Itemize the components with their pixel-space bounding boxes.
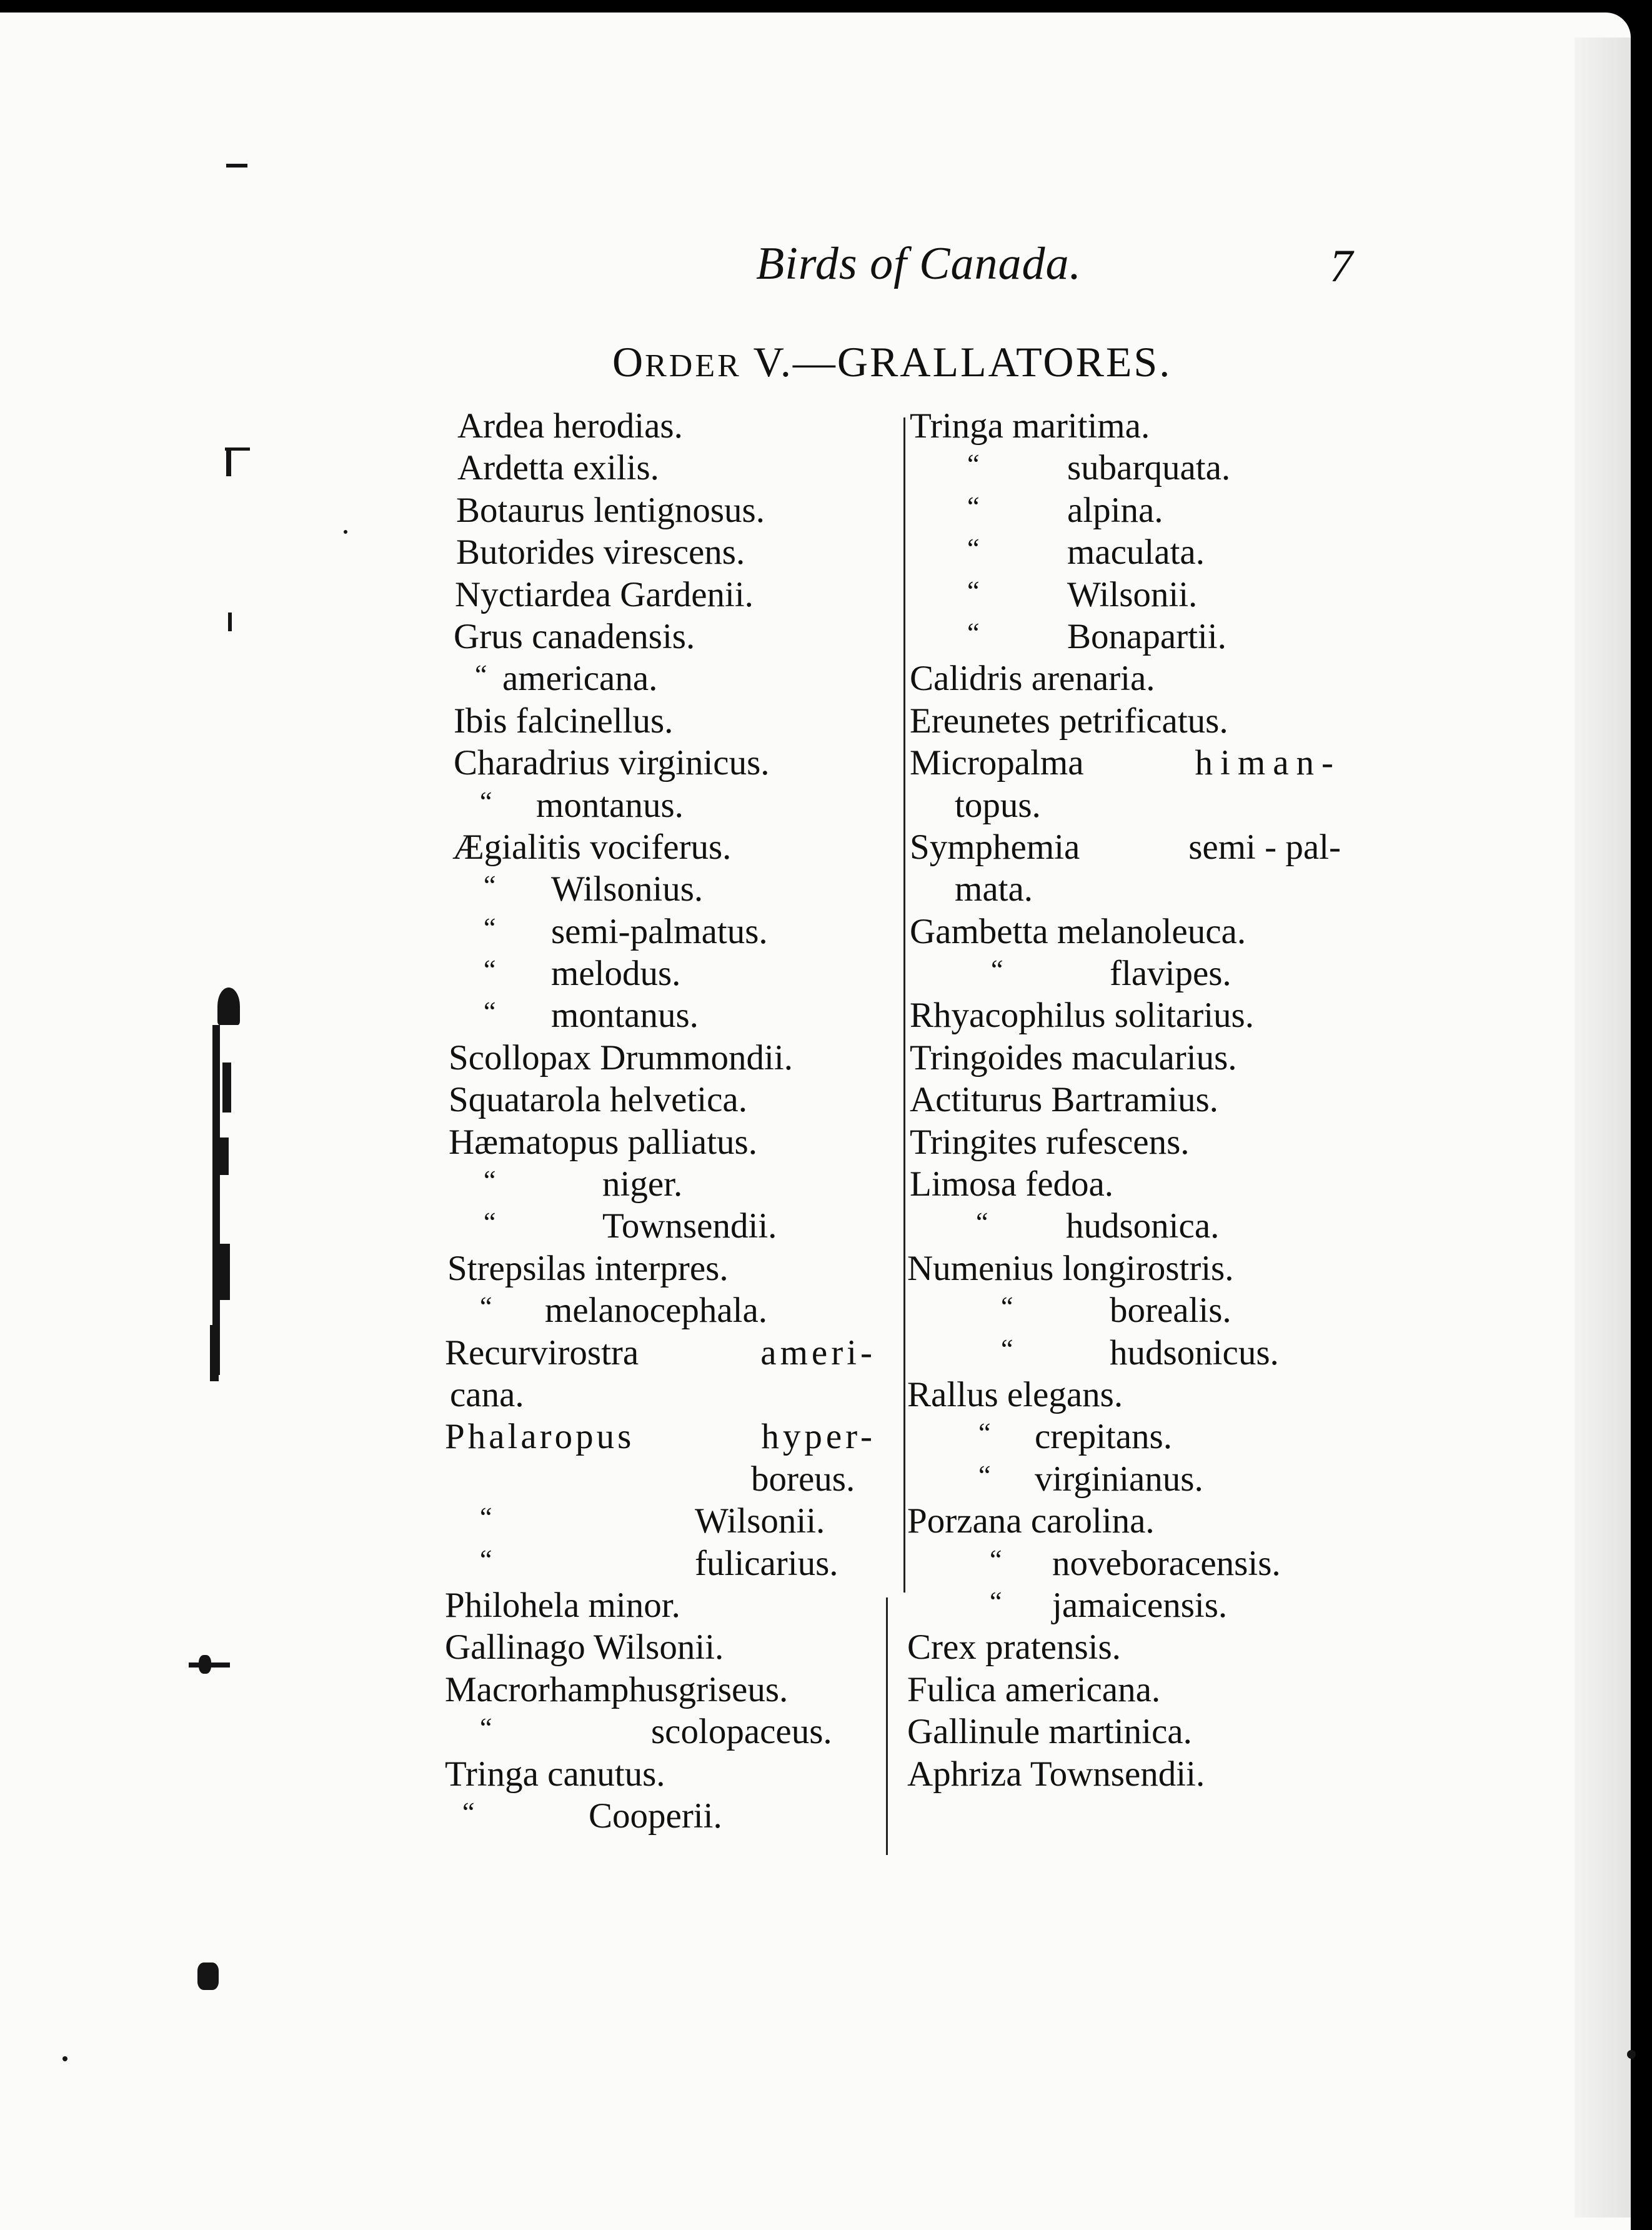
species-entry bbox=[445, 868, 901, 910]
species-name: Tringa canutus. bbox=[445, 1754, 665, 1794]
ditto-mark: “ bbox=[1001, 1291, 1013, 1322]
species-name-part: Phalaropus bbox=[445, 1417, 635, 1457]
species-name: Calidris arenaria. bbox=[910, 659, 1155, 699]
species-entry bbox=[910, 826, 1347, 868]
species-entry bbox=[910, 447, 1347, 489]
species-entry bbox=[910, 742, 1347, 784]
species-name: americana. bbox=[502, 659, 658, 699]
ditto-mark: “ bbox=[1001, 1333, 1013, 1364]
species-entry bbox=[907, 1669, 1347, 1711]
species-name-part: Micropalma bbox=[910, 743, 1084, 783]
species-name: flavipes. bbox=[1110, 954, 1232, 994]
species-entry bbox=[910, 531, 1347, 573]
species-entry bbox=[445, 1332, 901, 1374]
species-entry bbox=[910, 952, 1347, 994]
species-entry bbox=[910, 1416, 1347, 1458]
species-name: virginianus. bbox=[1035, 1459, 1203, 1499]
species-entry bbox=[910, 1163, 1347, 1205]
ditto-mark: “ bbox=[967, 533, 980, 564]
species-name-part: hyper- bbox=[761, 1417, 876, 1457]
species-entry bbox=[907, 1753, 1347, 1795]
species-name: melodus. bbox=[551, 954, 681, 994]
species-name: hudsonicus. bbox=[1110, 1332, 1279, 1372]
heading-prefix: ORDER bbox=[612, 338, 742, 386]
species-name: semi-palmatus. bbox=[551, 911, 768, 951]
species-name: Philohela minor. bbox=[445, 1585, 680, 1625]
species-entry bbox=[445, 1458, 901, 1500]
species-entry bbox=[445, 1037, 901, 1079]
binding-marks bbox=[0, 0, 375, 2230]
species-entry bbox=[445, 616, 901, 658]
species-name-part: Recurvirostra bbox=[445, 1332, 639, 1372]
species-name: scolopaceus. bbox=[651, 1712, 832, 1752]
species-entry bbox=[445, 1795, 901, 1837]
species-name: maculata. bbox=[1067, 532, 1205, 572]
species-name: Wilsonii. bbox=[1067, 574, 1198, 614]
species-name: fulicarius. bbox=[695, 1543, 838, 1583]
ditto-mark: “ bbox=[480, 786, 492, 817]
species-name: niger. bbox=[602, 1164, 683, 1204]
species-name: Ibis falcinellus. bbox=[454, 701, 674, 741]
species-name: Rallus elegans. bbox=[907, 1374, 1123, 1414]
species-entry bbox=[910, 784, 1347, 826]
species-name: Botaurus lentignosus. bbox=[456, 490, 765, 530]
ditto-mark: “ bbox=[967, 449, 980, 480]
heading-main: V.—GRALLATORES. bbox=[741, 338, 1172, 386]
species-name: Townsendii. bbox=[602, 1206, 777, 1246]
page-number: 7 bbox=[1330, 241, 1353, 292]
species-entry bbox=[445, 405, 901, 447]
species-name: Actiturus Bartramius. bbox=[910, 1080, 1218, 1120]
species-name: Wilsonii. bbox=[695, 1501, 825, 1541]
species-entry bbox=[910, 1542, 1347, 1584]
species-name: melanocephala. bbox=[545, 1291, 768, 1331]
ditto-mark: “ bbox=[990, 1586, 1002, 1617]
ditto-mark: “ bbox=[967, 491, 980, 522]
species-entry bbox=[445, 826, 901, 868]
ditto-mark: “ bbox=[484, 912, 496, 943]
species-entry bbox=[445, 1121, 901, 1163]
species-name-justified bbox=[910, 826, 1341, 868]
species-entry bbox=[910, 911, 1347, 952]
species-name: alpina. bbox=[1067, 490, 1163, 530]
species-entry bbox=[910, 1458, 1347, 1500]
species-entry bbox=[445, 1374, 901, 1416]
species-name: Numenius longirostris. bbox=[907, 1248, 1234, 1288]
species-name: Scollopax Drummondii. bbox=[449, 1038, 793, 1078]
species-entry bbox=[910, 658, 1347, 699]
species-name: Ereunetes petrificatus. bbox=[910, 701, 1228, 741]
running-title: Birds of Canada. bbox=[756, 238, 1082, 289]
species-name-part: semi - pal- bbox=[1188, 827, 1341, 867]
species-name-part: Symphemia bbox=[910, 827, 1080, 867]
ditto-mark: “ bbox=[462, 1796, 475, 1828]
species-entry bbox=[910, 1584, 1347, 1626]
species-name: Squatarola helvetica. bbox=[449, 1080, 747, 1120]
species-name: Ægialitis vociferus. bbox=[452, 827, 732, 867]
species-entry bbox=[910, 1079, 1347, 1121]
species-entry bbox=[910, 489, 1347, 531]
species-entry bbox=[445, 1753, 901, 1795]
ditto-mark: “ bbox=[480, 1544, 492, 1575]
species-name: topus. bbox=[955, 785, 1041, 825]
species-name-part: himan- bbox=[1195, 743, 1341, 783]
species-entry bbox=[445, 489, 901, 531]
species-name: Nyctiardea Gardenii. bbox=[455, 574, 754, 614]
species-name-part: ameri- bbox=[760, 1332, 876, 1372]
ditto-mark: “ bbox=[991, 954, 1003, 986]
species-name: Crex pratensis. bbox=[907, 1628, 1121, 1668]
ditto-mark: “ bbox=[480, 1712, 492, 1744]
species-entry bbox=[445, 1542, 901, 1584]
species-name: Ardetta exilis. bbox=[457, 448, 659, 488]
ditto-mark: “ bbox=[480, 1291, 492, 1322]
species-name: borealis. bbox=[1110, 1291, 1232, 1331]
ditto-mark: “ bbox=[976, 1207, 988, 1238]
page-edge-shadow bbox=[1575, 38, 1631, 2218]
ditto-mark: “ bbox=[480, 1502, 492, 1533]
species-name: Charadrius virginicus. bbox=[454, 743, 770, 783]
species-name: Butorides virescens. bbox=[456, 532, 745, 572]
ditto-mark: “ bbox=[484, 954, 496, 986]
species-name: montanus. bbox=[536, 785, 684, 825]
species-name: Tringoides macularius. bbox=[910, 1038, 1237, 1078]
species-name: Cooperii. bbox=[589, 1796, 722, 1836]
species-name: Limosa fedoa. bbox=[910, 1164, 1114, 1204]
species-name: Macrorhamphusgriseus. bbox=[445, 1669, 789, 1709]
species-entry bbox=[445, 1289, 901, 1331]
species-name: Tringites rufescens. bbox=[910, 1122, 1190, 1162]
species-name: Gambetta melanoleuca. bbox=[910, 911, 1246, 951]
ditto-mark: “ bbox=[967, 575, 980, 606]
species-entry bbox=[445, 1584, 901, 1626]
species-entry bbox=[445, 1626, 901, 1668]
species-entry bbox=[445, 658, 901, 699]
species-entry bbox=[445, 1416, 901, 1458]
species-name: hudsonica. bbox=[1066, 1206, 1220, 1246]
species-entry bbox=[445, 1248, 901, 1289]
ditto-mark: “ bbox=[484, 996, 496, 1028]
species-entry bbox=[910, 1289, 1347, 1331]
species-entry bbox=[445, 700, 901, 742]
species-entry bbox=[445, 784, 901, 826]
species-name: Porzana carolina. bbox=[907, 1501, 1155, 1541]
ditto-mark: “ bbox=[484, 1165, 496, 1196]
species-name: jamaicensis. bbox=[1052, 1585, 1228, 1625]
species-name-justified bbox=[910, 742, 1341, 784]
species-entry bbox=[910, 405, 1347, 447]
column-divider bbox=[903, 418, 905, 1592]
ditto-mark: “ bbox=[967, 617, 980, 648]
species-entry bbox=[445, 531, 901, 573]
species-entry bbox=[907, 1248, 1347, 1289]
species-name: boreus. bbox=[751, 1459, 855, 1499]
species-name: Gallinule martinica. bbox=[907, 1712, 1192, 1752]
species-name-justified bbox=[445, 1416, 876, 1458]
species-name: Rhyacophilus solitarius. bbox=[910, 996, 1254, 1036]
species-entry bbox=[445, 447, 901, 489]
species-entry bbox=[910, 1332, 1347, 1374]
species-entry bbox=[910, 574, 1347, 616]
species-entry bbox=[907, 1626, 1347, 1668]
species-name: noveboracensis. bbox=[1052, 1543, 1281, 1583]
species-entry bbox=[445, 952, 901, 994]
species-name: Ardea herodias. bbox=[457, 406, 683, 446]
species-name: cana. bbox=[450, 1374, 524, 1414]
running-head bbox=[0, 238, 1437, 306]
species-entry bbox=[910, 868, 1347, 910]
species-entry bbox=[907, 1711, 1347, 1752]
species-name: Bonapartii. bbox=[1067, 616, 1227, 656]
ditto-mark: “ bbox=[484, 1207, 496, 1238]
ditto-mark: “ bbox=[978, 1418, 991, 1449]
species-name: Tringa maritima. bbox=[910, 406, 1150, 446]
species-entry bbox=[910, 1121, 1347, 1163]
species-name: Aphriza Townsendii. bbox=[907, 1754, 1205, 1794]
species-entry bbox=[445, 1500, 901, 1542]
species-name: montanus. bbox=[551, 996, 699, 1036]
species-entry bbox=[445, 1205, 901, 1247]
ditto-mark: “ bbox=[990, 1544, 1002, 1575]
species-entry bbox=[907, 1374, 1347, 1416]
ditto-mark: “ bbox=[978, 1459, 991, 1491]
species-name: subarquata. bbox=[1067, 448, 1231, 488]
section-heading bbox=[612, 338, 1172, 387]
species-entry bbox=[445, 911, 901, 952]
species-entry bbox=[445, 994, 901, 1036]
species-entry bbox=[910, 1205, 1347, 1247]
species-entry bbox=[907, 1500, 1347, 1542]
species-name: Grus canadensis. bbox=[454, 616, 695, 656]
species-entry bbox=[445, 1669, 901, 1711]
species-name: crepitans. bbox=[1035, 1417, 1172, 1457]
species-entry bbox=[445, 742, 901, 784]
species-name: Wilsonius. bbox=[551, 869, 704, 909]
species-name: Hæmatopus palliatus. bbox=[449, 1122, 757, 1162]
left-column bbox=[445, 405, 901, 1837]
species-name: Gallinago Wilsonii. bbox=[445, 1628, 724, 1668]
species-entry bbox=[910, 700, 1347, 742]
species-name: Fulica americana. bbox=[907, 1669, 1161, 1709]
species-name: Strepsilas interpres. bbox=[447, 1248, 729, 1288]
species-entry bbox=[910, 1037, 1347, 1079]
species-entry bbox=[445, 574, 901, 616]
species-entry bbox=[910, 994, 1347, 1036]
species-name: mata. bbox=[955, 869, 1033, 909]
ditto-mark: “ bbox=[484, 870, 496, 901]
species-name-justified bbox=[445, 1332, 876, 1374]
species-entry bbox=[910, 616, 1347, 658]
ditto-mark: “ bbox=[475, 659, 487, 691]
species-entry bbox=[445, 1163, 901, 1205]
species-entry bbox=[445, 1079, 901, 1121]
species-entry bbox=[445, 1711, 901, 1752]
right-column bbox=[907, 405, 1347, 1795]
